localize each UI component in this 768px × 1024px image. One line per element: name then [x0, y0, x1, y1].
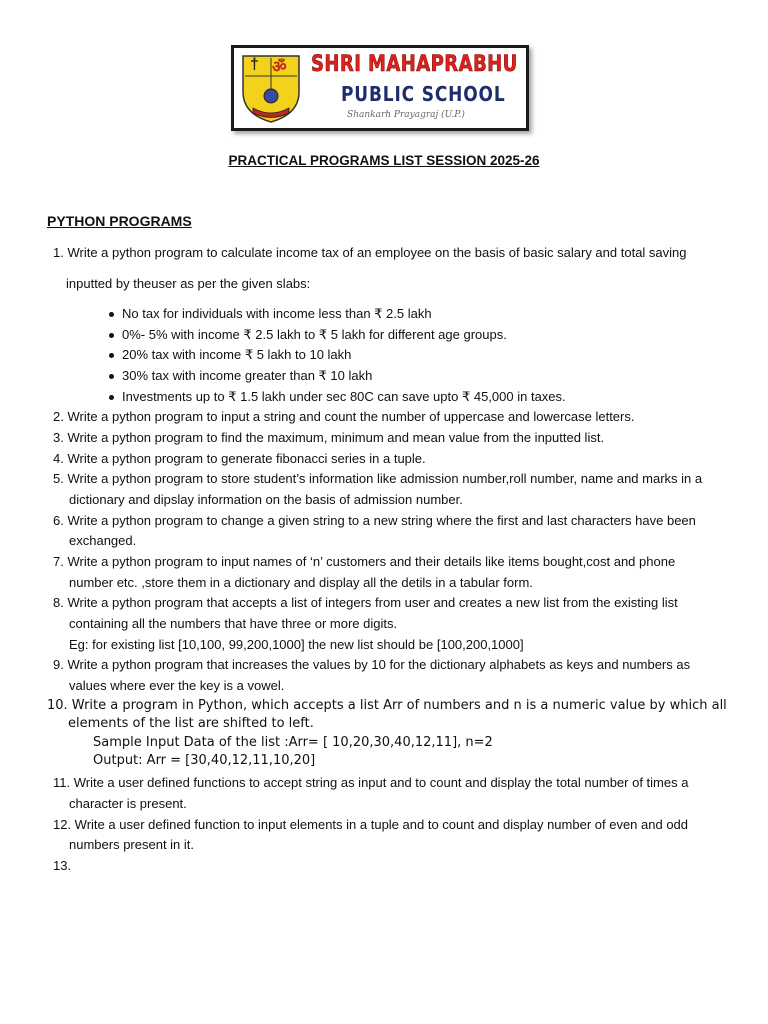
item-10-line-4: Output: Arr = [30,40,12,11,10,20] — [93, 753, 316, 768]
bullet-icon — [109, 312, 114, 317]
school-crest-icon — [239, 52, 303, 124]
item-9-line-2: values where ever the key is a vowel. — [69, 678, 285, 693]
bullet-icon — [109, 395, 114, 400]
slab-item: 30% tax with income greater than ₹ 10 lakh — [122, 368, 373, 383]
item-7-line-1: 7. Write a python program to input names of ‘n’ customers and their details like items bought,cost and phone — [53, 554, 676, 569]
item-5-line-2: dictionary and dipslay information on the basis of admission number. — [69, 492, 463, 507]
item-12-line-2: numbers present in it. — [69, 837, 195, 852]
item-11-line-1: 11. Write a user defined functions to accept string as input and to count and display the total number of times a — [53, 775, 689, 790]
item-8-line-2: containing all the numbers that have three or more digits. — [69, 616, 398, 631]
school-location: Shankarh Prayagraj (U.P.) — [347, 110, 465, 120]
bullet-icon — [109, 353, 114, 358]
school-logo — [231, 45, 529, 131]
slab-item: No tax for individuals with income less than ₹ 2.5 lakh — [122, 306, 432, 321]
item-3: 3. Write a python program to find the maximum, minimum and mean value from the inputted list. — [53, 430, 605, 445]
item-11-line-2: character is present. — [69, 796, 187, 811]
crest-om-symbol: ॐ — [272, 59, 287, 76]
item-8-line-1: 8. Write a python program that accepts a list of integers from user and creates a new list from the existing list — [53, 595, 678, 610]
item-8-line-3: Eg: for existing list [10,100, 99,200,1000] the new list should be [100,200,1000] — [69, 637, 524, 652]
item-4: 4. Write a python program to generate fibonacci series in a tuple. — [53, 451, 426, 466]
bullet-icon — [109, 374, 114, 379]
item-12-line-1: 12. Write a user defined function to input elements in a tuple and to count and display number of even and odd — [53, 817, 689, 832]
school-name-line2: PUBLIC SCHOOL — [341, 82, 506, 106]
item-10-line-3: Sample Input Data of the list :Arr= [ 10,20,30,40,12,11], n=2 — [93, 735, 493, 750]
crest-cross-symbol: † — [250, 56, 259, 73]
school-name-line1: SHRI MAHAPRABHU — [311, 52, 518, 77]
item-6-line-1: 6. Write a python program to change a given string to a new string where the first and last characters have been — [53, 513, 696, 528]
slab-item: Investments up to ₹ 1.5 lakh under sec 80C can save upto ₹ 45,000 in taxes. — [122, 389, 566, 404]
item-2: 2. Write a python program to input a string and count the number of uppercase and lowercase letters. — [53, 409, 635, 424]
slab-item: 20% tax with income ₹ 5 lakh to 10 lakh — [122, 347, 352, 362]
item-10-line-2: elements of the list are shifted to left. — [68, 716, 314, 731]
item-6-line-2: exchanged. — [69, 533, 137, 548]
item-1-line-2: inputted by theuser as per the given slabs: — [66, 276, 311, 291]
item-9-line-1: 9. Write a python program that increases the values by 10 for the dictionary alphabets as keys and numbers as — [53, 657, 691, 672]
item-1-line-1: 1. Write a python program to calculate income tax of an employee on the basis of basic salary and total saving — [53, 245, 687, 260]
section-heading: PYTHON PROGRAMS — [47, 213, 192, 229]
item-10-line-1: 10. Write a program in Python, which accepts a list Arr of numbers and n is a numeric value by which all — [47, 698, 727, 713]
item-5-line-1: 5. Write a python program to store student’s information like admission number,roll number, name and marks in a — [53, 471, 703, 486]
bullet-icon — [109, 333, 114, 338]
item-13: 13. — [53, 858, 72, 873]
page-title: PRACTICAL PROGRAMS LIST SESSION 2025-26 — [228, 153, 540, 168]
item-7-line-2: number etc. ,store them in a dictionary and display all the detils in a tabular form. — [69, 575, 533, 590]
slab-item: 0%- 5% with income ₹ 2.5 lakh to ₹ 5 lakh for different age groups. — [122, 327, 507, 342]
